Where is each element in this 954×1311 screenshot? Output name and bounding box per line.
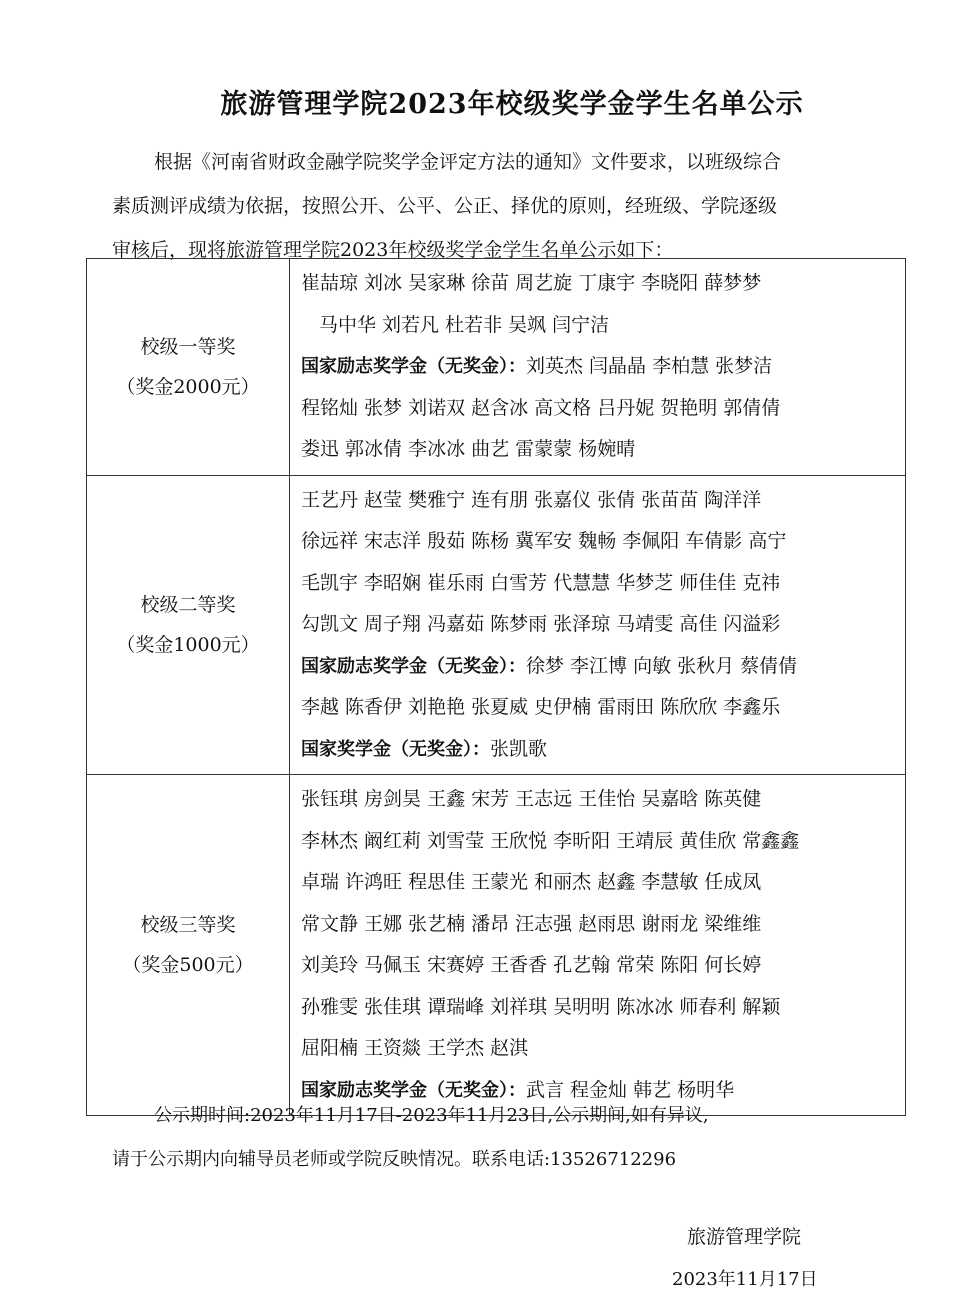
award-table <box>86 258 906 1116</box>
table-row <box>87 775 906 1116</box>
intro-line-1: 根据《河南省财政金融学院奖学金评定方法的通知》文件要求，以班级综合 <box>154 151 782 173</box>
award-level: 校级一等奖 <box>140 335 236 358</box>
name-line <box>301 646 901 688</box>
name-line <box>301 346 901 388</box>
name-line: 张钰琪 房剑昊 王鑫 宋芳 王志远 王佳怡 吴嘉晗 陈英健 <box>301 788 762 810</box>
page-title: 旅游管理学院2023年校级奖学金学生名单公示 <box>220 89 804 120</box>
intro-line-3: 审核后，现将旅游管理学院2023年校级奖学金学生名单公示如下： <box>112 239 674 261</box>
special-scholarship-label: 国家励志奖学金（无奖金）： <box>301 1079 526 1101</box>
award-names-cell <box>290 259 906 476</box>
special-scholarship-names: 刘英杰 闫晶晶 李柏慧 张梦洁 <box>526 355 773 377</box>
name-line: 屈阳楠 王资燚 王学杰 赵淇 <box>301 1037 529 1059</box>
name-line: 娄迅 郭冰倩 李冰冰 曲艺 雷蒙蒙 杨婉晴 <box>301 438 636 460</box>
award-level-cell <box>87 775 290 1116</box>
award-amount: （奖金1000元） <box>116 633 260 656</box>
signature-org: 旅游管理学院 <box>687 1226 802 1248</box>
special-scholarship-label: 国家励志奖学金（无奖金）： <box>301 655 526 677</box>
award-names-cell <box>290 475 906 775</box>
national-scholarship-names: 张凯歌 <box>490 737 548 760</box>
award-level-cell <box>87 259 290 476</box>
notice-paragraph <box>112 1094 872 1182</box>
name-line: 马中华 刘若凡 杜若非 吴飒 闫宁洁 <box>319 313 610 336</box>
award-level: 校级二等奖 <box>140 593 236 616</box>
name-line: 卓瑞 许鸿旺 程思佳 王蒙光 和丽杰 赵鑫 李慧敏 任成凤 <box>301 871 762 893</box>
name-line: 常文静 王娜 张艺楠 潘昂 汪志强 赵雨思 谢雨龙 梁维维 <box>301 912 762 935</box>
award-amount: （奖金500元） <box>122 954 254 976</box>
name-line: 毛凯宇 李昭娴 崔乐雨 白雪芳 代慧慧 华梦芝 师佳佳 克祎 <box>301 571 781 594</box>
award-level-cell <box>87 475 290 775</box>
name-line: 李越 陈香伊 刘艳艳 张夏威 史伊楠 雷雨田 陈欣欣 李鑫乐 <box>301 696 781 718</box>
intro-line-2: 素质测评成绩为依据，按照公开、公平、公正、择优的原则，经班级、学院逐级 <box>112 195 778 217</box>
award-names-cell <box>290 775 906 1116</box>
name-line: 王艺丹 赵莹 樊雅宁 连有朋 张嘉仪 张倩 张苗苗 陶洋洋 <box>301 488 762 511</box>
name-line <box>301 729 901 771</box>
name-line: 徐远祥 宋志洋 殷茹 陈杨 冀军安 魏畅 李佩阳 车倩影 高宁 <box>301 530 787 552</box>
special-scholarship-names: 徐梦 李江博 向敏 张秋月 蔡倩倩 <box>526 654 798 677</box>
notice-line-1: 公示期时间:2023年11月17日-2023年11月23日,公示期间,如有异议, <box>154 1105 709 1126</box>
name-line: 勾凯文 周子翔 冯嘉茹 陈梦雨 张泽琼 马靖雯 高佳 闪溢彩 <box>301 613 781 635</box>
award-level: 校级三等奖 <box>140 914 236 936</box>
name-line: 孙雅雯 张佳琪 谭瑞峰 刘祥琪 吴明明 陈冰冰 师春利 解颖 <box>301 995 781 1018</box>
national-scholarship-label: 国家奖学金（无奖金）： <box>301 738 490 760</box>
intro-paragraph <box>112 140 872 272</box>
name-line: 崔喆琼 刘冰 吴家琳 徐苗 周艺旋 丁康宇 李晓阳 薛梦梦 <box>301 272 762 294</box>
table-row <box>87 475 906 775</box>
special-scholarship-names: 武言 程金灿 韩艺 杨明华 <box>526 1078 735 1101</box>
table-row <box>87 259 906 476</box>
name-line: 李林杰 阚红莉 刘雪莹 王欣悦 李昕阳 王靖辰 黄佳欣 常鑫鑫 <box>301 829 800 852</box>
signature-date: 2023年11月17日 <box>672 1269 818 1290</box>
name-line: 刘美玲 马佩玉 宋赛婷 王香香 孔艺翰 常荣 陈阳 何长婷 <box>301 954 762 976</box>
special-scholarship-label: 国家励志奖学金（无奖金）： <box>301 356 526 377</box>
name-line: 程铭灿 张梦 刘诺双 赵含冰 高文格 吕丹妮 贺艳明 郭倩倩 <box>301 396 781 419</box>
notice-line-2: 请于公示期内向辅导员老师或学院反映情况。联系电话:13526712296 <box>112 1149 677 1170</box>
award-amount: （奖金2000元） <box>116 375 260 398</box>
